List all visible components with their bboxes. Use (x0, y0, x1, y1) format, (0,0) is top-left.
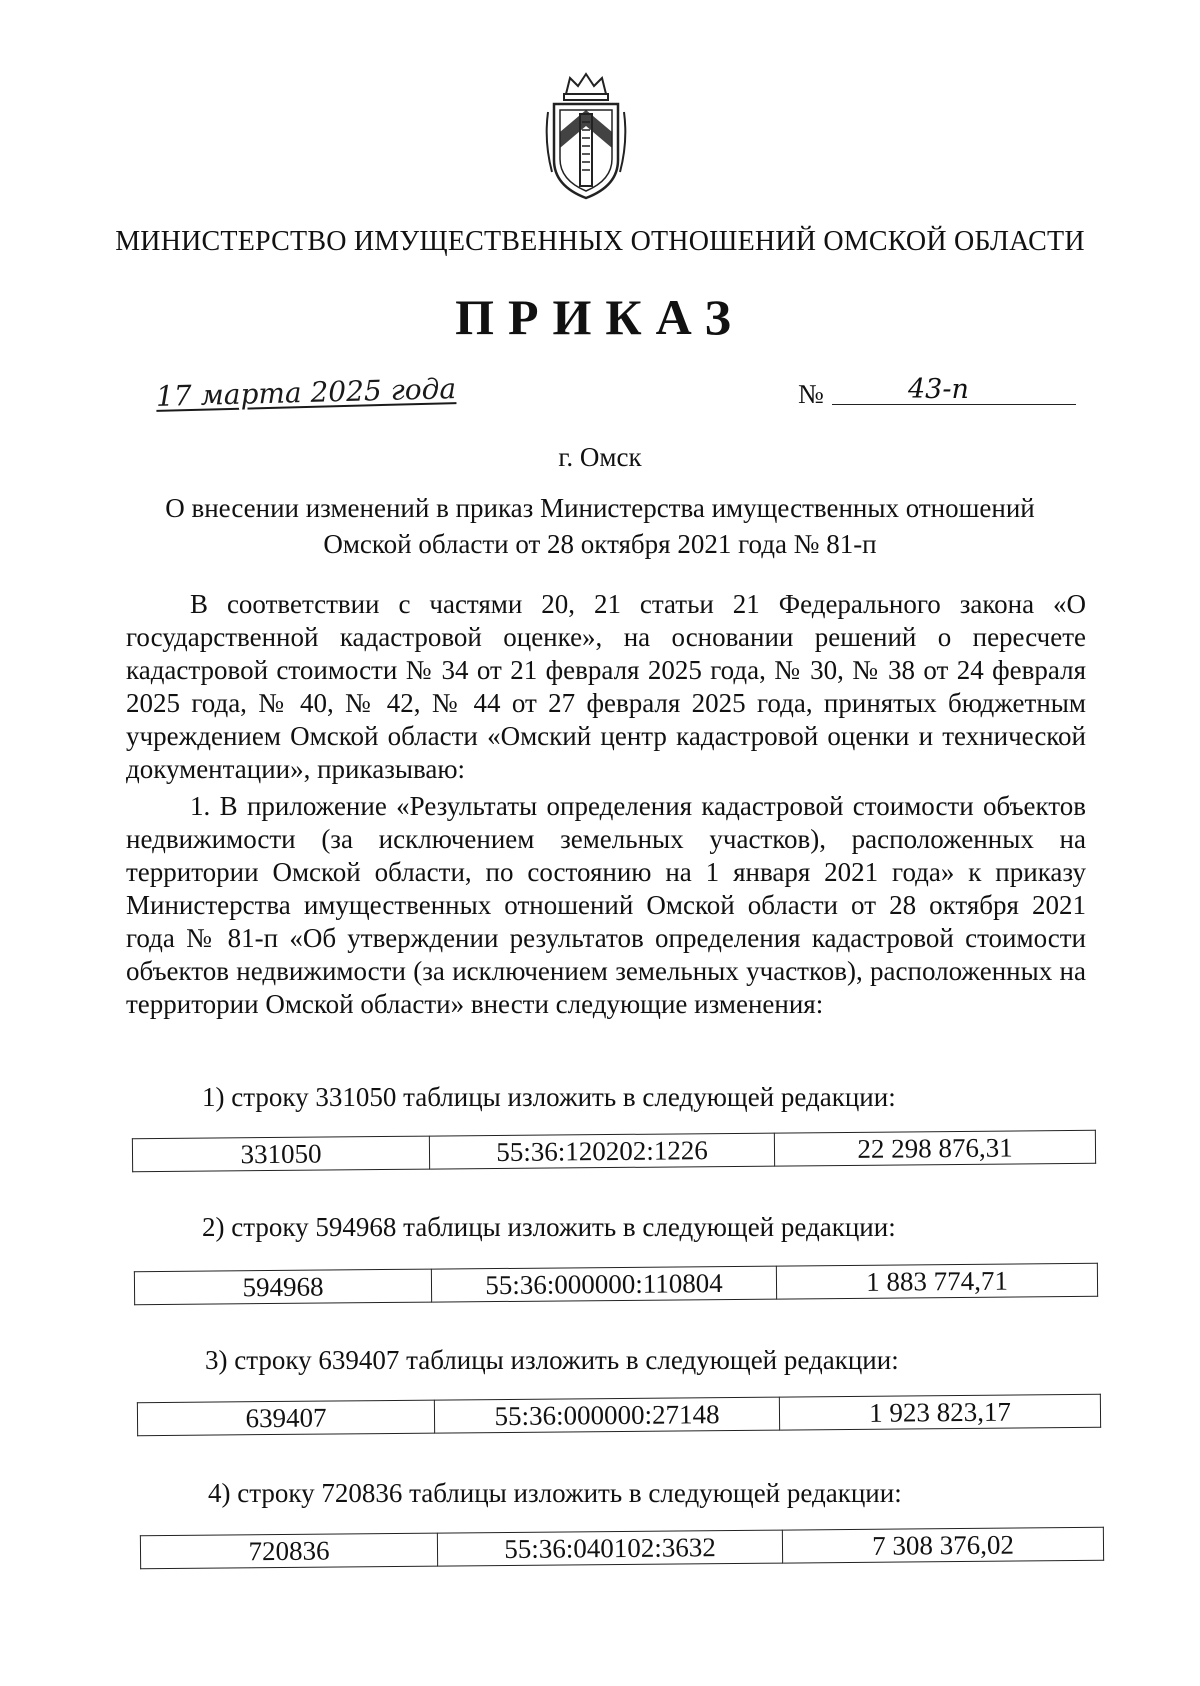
cadastral-number-cell: 55:36:000000:27148 (434, 1397, 779, 1433)
cadastral-number-cell: 55:36:120202:1226 (429, 1133, 774, 1169)
cadastral-value-cell: 1 923 823,17 (779, 1394, 1100, 1430)
item-heading: 3) строку 639407 таблицы изложить в следующей редакции: (205, 1345, 899, 1375)
item-heading: 4) строку 720836 таблицы изложить в следующей редакции: (208, 1478, 902, 1508)
item-heading: 1) строку 331050 таблицы изложить в следующей редакции: (202, 1082, 896, 1112)
row-number-cell: 639407 (137, 1400, 434, 1436)
row-number-cell: 594968 (134, 1269, 431, 1305)
row-number-cell: 720836 (140, 1533, 437, 1569)
preamble-paragraph: В соответствии с частями 20, 21 статьи 21 Федерального закона «О государственной кадастровой оценке», на основании решений о пересчете кадастровой стоимости № 34 от 21 февраля 2025 года, № 30, № 38 от 24 февраля 2025 года, № 40, № 42, № 44 от 27 февраля 2025 года, принятых бюджетным учреждением Омской области «Омский центр кадастровой оценки и технической документации», приказываю: (126, 589, 1086, 784)
table-row (140, 1527, 1104, 1569)
document-title: ПРИКАЗ (455, 289, 745, 345)
table-row (134, 1263, 1098, 1305)
order-subject-line: Омской области от 28 октября 2021 года № 81-п (323, 529, 877, 559)
order-subject (140, 490, 1060, 562)
order-date: 17 марта 2025 года (155, 372, 457, 413)
order-subject-line: О внесении изменений в приказ Министерства имущественных отношений (165, 493, 1035, 523)
order-number-label: № (798, 379, 824, 409)
city: г. Омск (558, 442, 642, 472)
cadastral-value-cell: 7 308 376,02 (782, 1527, 1103, 1563)
table-row (137, 1394, 1101, 1436)
cadastral-value-cell: 1 883 774,71 (776, 1263, 1097, 1299)
cadastral-value-cell: 22 298 876,31 (774, 1130, 1095, 1166)
row-number-cell: 331050 (132, 1136, 429, 1172)
order-number: 43-п (908, 374, 969, 405)
table-row (132, 1130, 1096, 1172)
item-heading: 2) строку 594968 таблицы изложить в следующей редакции: (202, 1212, 896, 1242)
clause-1-paragraph: 1. В приложение «Результаты определения кадастровой стоимости объектов недвижимости (за исключением земельных участков), расположенных на территории Омской области, по состоянию на 1 января 2021 года» к приказу Министерства имущественных отношений Омской области от 28 октября 2021 года № 81-п «Об утверждении результатов определения кадастровой стоимости объектов недвижимости (за исключением земельных участков), расположенных на территории Омской области» внести следующие изменения: (126, 791, 1086, 1019)
ministry-name: МИНИСТЕРСТВО ИМУЩЕСТВЕННЫХ ОТНОШЕНИЙ ОМСКОЙ ОБЛАСТИ (115, 226, 1085, 257)
cadastral-number-cell: 55:36:000000:110804 (431, 1266, 776, 1302)
cadastral-number-cell: 55:36:040102:3632 (437, 1530, 782, 1566)
omsk-coat-of-arms-icon (540, 72, 632, 202)
